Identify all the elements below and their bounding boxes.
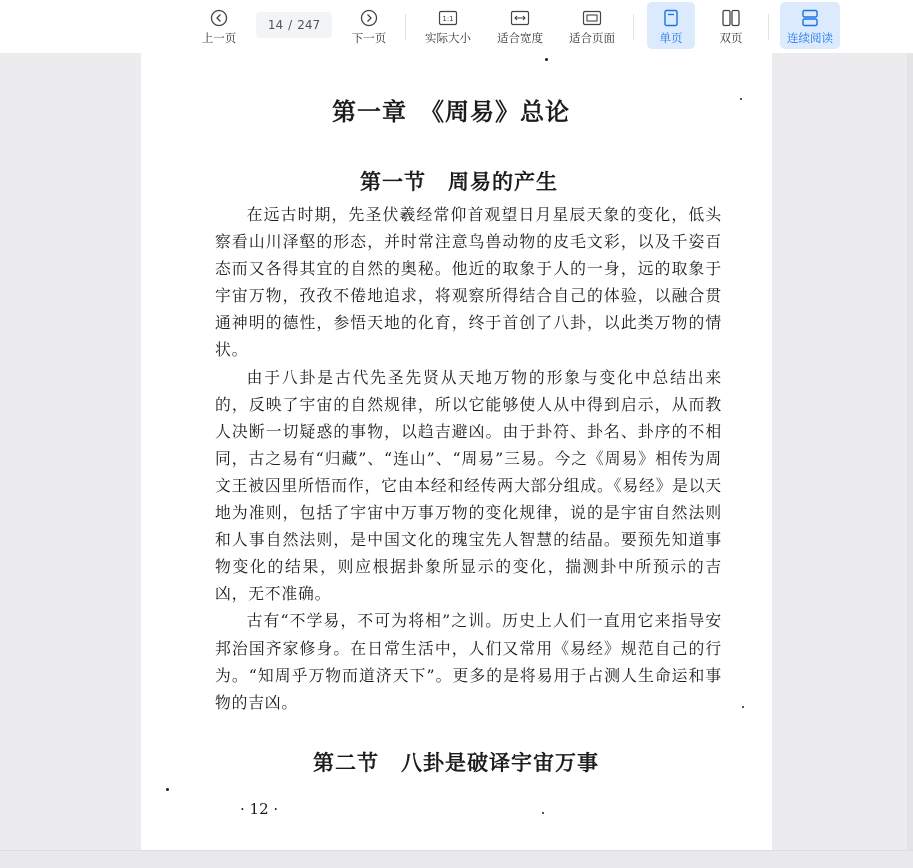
viewer-toolbar	[0, 0, 913, 53]
svg-text:1:1: 1:1	[442, 15, 454, 23]
double-page-button[interactable]	[708, 0, 754, 53]
paragraph: 古有“不学易，不可为将相”之训。历史上人们一直用它来指导安邦治国齐家修身。在日常生活中，人们又常用《易经》规范自己的行为。“知周乎万物而道济天下”。更多的是将易用于占测人生命运和事物的吉凶。	[215, 611, 722, 712]
toolbar-divider	[405, 14, 406, 40]
continuous-reading-label: 连续阅读	[787, 31, 833, 45]
prev-page-label: 上一页	[201, 31, 237, 45]
scan-speck	[166, 788, 169, 791]
body-text	[215, 201, 722, 716]
scan-speck	[542, 812, 544, 814]
page-separator: /	[288, 18, 293, 32]
actual-size-icon	[438, 8, 458, 28]
toolbar-divider	[768, 14, 769, 40]
current-page-input[interactable]: 14	[267, 18, 284, 32]
actual-size-button[interactable]	[420, 0, 476, 53]
chevron-right-circle-icon	[360, 8, 378, 28]
scan-speck	[742, 706, 744, 708]
fit-width-icon	[510, 8, 530, 28]
actual-size-label: 实际大小	[425, 31, 471, 45]
continuous-scroll-icon	[801, 8, 819, 28]
fit-page-button[interactable]	[564, 0, 620, 53]
fit-width-label: 适合宽度	[497, 31, 543, 45]
section-title: 第一节 周易的产生	[360, 169, 558, 194]
double-page-icon	[721, 8, 741, 28]
scrollbar-track[interactable]	[907, 53, 913, 850]
fit-page-label: 适合页面	[569, 31, 615, 45]
scan-speck	[545, 58, 548, 61]
scan-speck	[740, 98, 742, 100]
page-indicator[interactable]	[256, 12, 332, 38]
toolbar-divider	[633, 14, 634, 40]
continuous-reading-button[interactable]	[780, 2, 840, 49]
next-page-label: 下一页	[351, 31, 387, 45]
prev-page-button[interactable]	[196, 0, 242, 53]
paragraph: 在远古时期，先圣伏羲经常仰首观望日月星辰天象的变化，低头察看山川泽壑的形态，并时常注意鸟兽动物的皮毛文彩，以及千姿百态而又各得其宜的自然的奥秘。他近的取象于人的一身，远的取象于宇宙万物，孜孜不倦地追求，将观察所得结合自己的体验，以融合贯通神明的德性，参悟天地的化育，终于首创了八卦，以此类万物的情状。	[215, 205, 722, 360]
section-title: 第二节 八卦是破译宇宙万事	[313, 750, 599, 775]
double-page-label: 双页	[719, 31, 743, 45]
next-page-button[interactable]	[346, 0, 392, 53]
single-page-button[interactable]	[647, 2, 695, 49]
single-page-label: 单页	[659, 31, 683, 45]
page-number: · 12 ·	[240, 800, 279, 818]
chevron-left-circle-icon	[210, 8, 228, 28]
status-bar	[0, 850, 913, 868]
single-page-icon	[663, 8, 679, 28]
fit-width-button[interactable]	[492, 0, 548, 53]
total-pages: 247	[297, 18, 321, 32]
chapter-title: 第一章 《周易》总论	[332, 97, 570, 126]
paragraph: 由于八卦是古代先圣先贤从天地万物的形象与变化中总结出来的，反映了宇宙的自然规律，所以它能够使人从中得到启示，从而教人决断一切疑惑的事物，以趋吉避凶。由于卦符、卦名、卦序的不相同，古之易有“归藏”、“连山”、“周易”三易。今之《周易》相传为周文王被囚里所悟而作，它由本经和经传两大部分组成。《易经》是以天地为准则，包括了宇宙中万事万物的变化规律，说的是宇宙自然法则和人事自然法则，是中国文化的瑰宝先人智慧的结晶。要预先知道事物变化的结果，则应根据卦象所显示的变化，揣测卦中所预示的吉凶，无不准确。	[215, 367, 722, 604]
fit-page-icon	[582, 8, 602, 28]
